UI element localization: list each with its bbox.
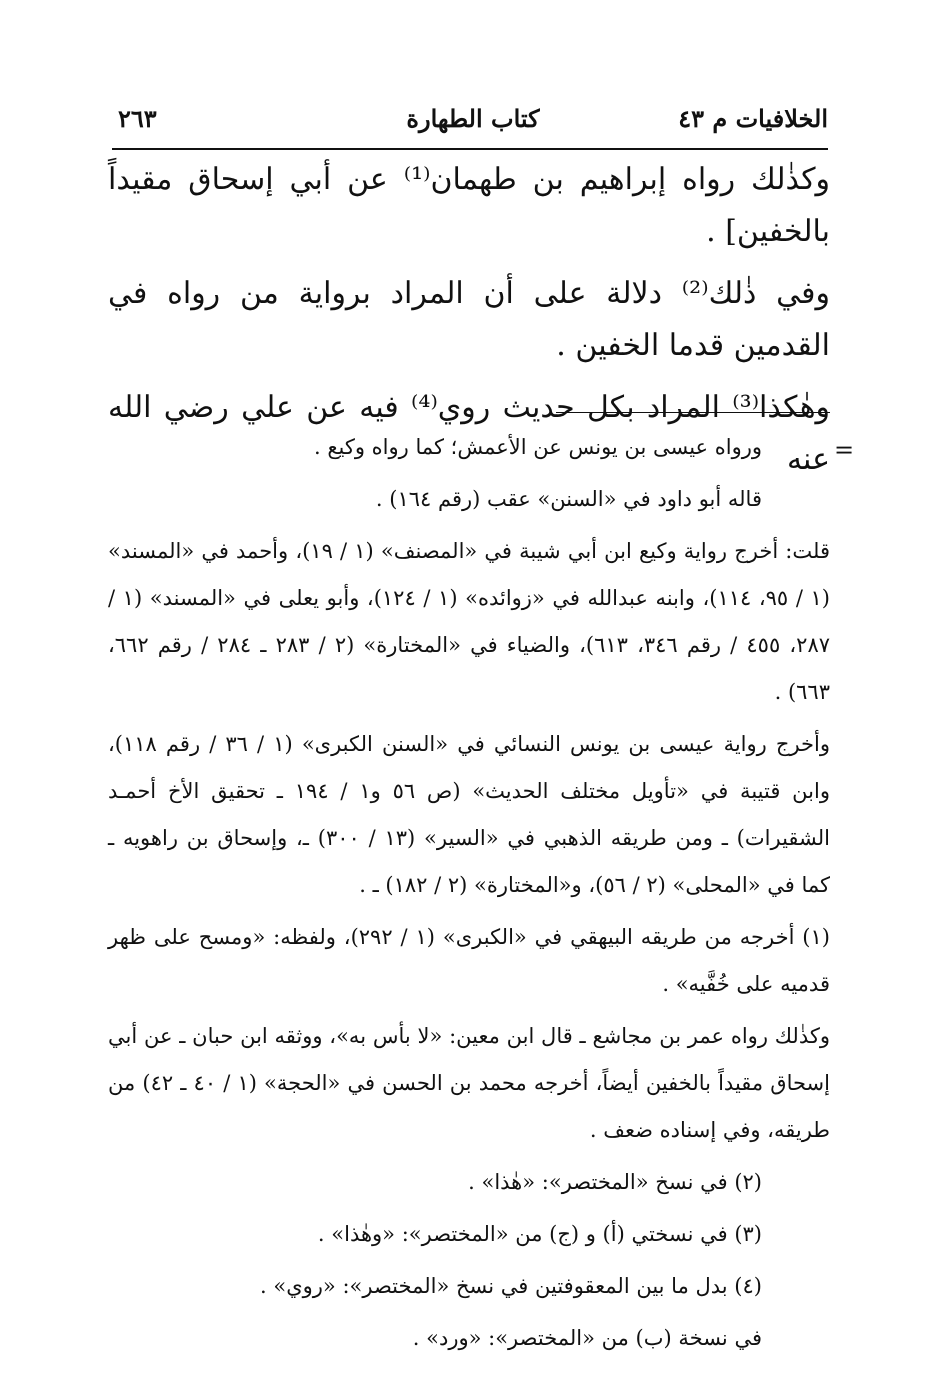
main-paragraph-2: وفي ذٰلك⁽²⁾ دلالة على أن المراد برواية من رواه في القدمين قدما الخفين . [108, 276, 830, 363]
footnote-2: (٢) في نسخ «المختصر»: «هٰذا» . [468, 1170, 762, 1194]
continuation-mark: = [834, 436, 855, 464]
running-header [118, 104, 828, 144]
page-number: ٢٦٣ [118, 104, 157, 133]
footnote-4: (٤) بدل ما بين المعقوفتين في نسخ «المختصر»: «روي» . [260, 1274, 762, 1298]
footnote-line: ورواه عيسى بن يونس عن الأعمش؛ كما رواه وكيع . [313, 435, 762, 459]
footnote-1: (١) أخرجه من طريقه البيهقي في «الكبرى» (١ / ٢٩٢)، ولفظه: «ومسح على ظهر قدميه على خُفَّيه» . [108, 925, 830, 996]
footnote-paragraph: وأخرج رواية عيسى بن يونس النسائي في «السنن الكبرى» (١ / ٣٦ / رقم ١١٨)، وابن قتيبة في «تأويل مختلف الحديث» (ص ٥٦ و١ / ١٩٤ ـ تحقيق الأخ أحمـد الشقيرات) ـ ومن طريقه الذهبي في «السير» (١٣ / ٣٠٠) ـ، وإسحاق بن راهويه ـ كما في «المحلى» (٢ / ٥٦)، و«المختارة» (٢ / ١٨٢) ـ . [108, 732, 830, 897]
footnote-paragraph: وكذٰلك رواه عمر بن مجاشع ـ قال ابن معين: «لا بأس به»، ووثقه ابن حبان ـ عن أبي إسحاق مقيداً بالخفين أيضاً، أخرجه محمد بن الحسن في «الحجة» (١ / ٤٠ ـ ٤٢) من طريقه، وفي إسناده ضعف . [108, 1024, 830, 1142]
footnotes [108, 424, 830, 1367]
footnote-line: في نسخة (ب) من «المختصر»: «ورد» . [412, 1326, 762, 1350]
footnote-line: قاله أبو داود في «السنن» عقب (رقم ١٦٤) . [375, 487, 762, 511]
header-chapter-title: كتاب الطهارة [406, 104, 540, 133]
footnote-paragraph: قلت: أخرج رواية وكيع ابن أبي شيبة في «المصنف» (١ / ١٩)، وأحمد في «المسند» (١ / ٩٥، ١١٤)، وابنه عبدالله في «زوائده» (١ / ١٢٤)، وأبو يعلى في «المسند» (١ / ٢٨٧، ٤٥٥ / رقم ٣٤٦، ٦١٣)، والضياء في «المختارة» (٢ / ٢٨٣ ـ ٢٨٤ / رقم ٦٦٢، ٦٦٣) . [108, 539, 831, 704]
header-divider [112, 148, 828, 150]
footnote-3: (٣) في نسختي (أ) و (ج) من «المختصر»: «وهٰذا» . [317, 1222, 762, 1246]
main-paragraph-1: وكذٰلك رواه إبراهيم بن طهمان⁽¹⁾ عن أبي إسحاق مقيداً بالخفين] . [108, 162, 830, 249]
footnote-divider [556, 412, 830, 413]
header-book-volume: الخلافيات م ٤٣ [678, 104, 828, 133]
main-paragraph-3: وهٰكذا⁽³⁾ المراد بكل حديث روي⁽⁴⁾ فيه عن علي رضي الله عنه [108, 390, 831, 477]
